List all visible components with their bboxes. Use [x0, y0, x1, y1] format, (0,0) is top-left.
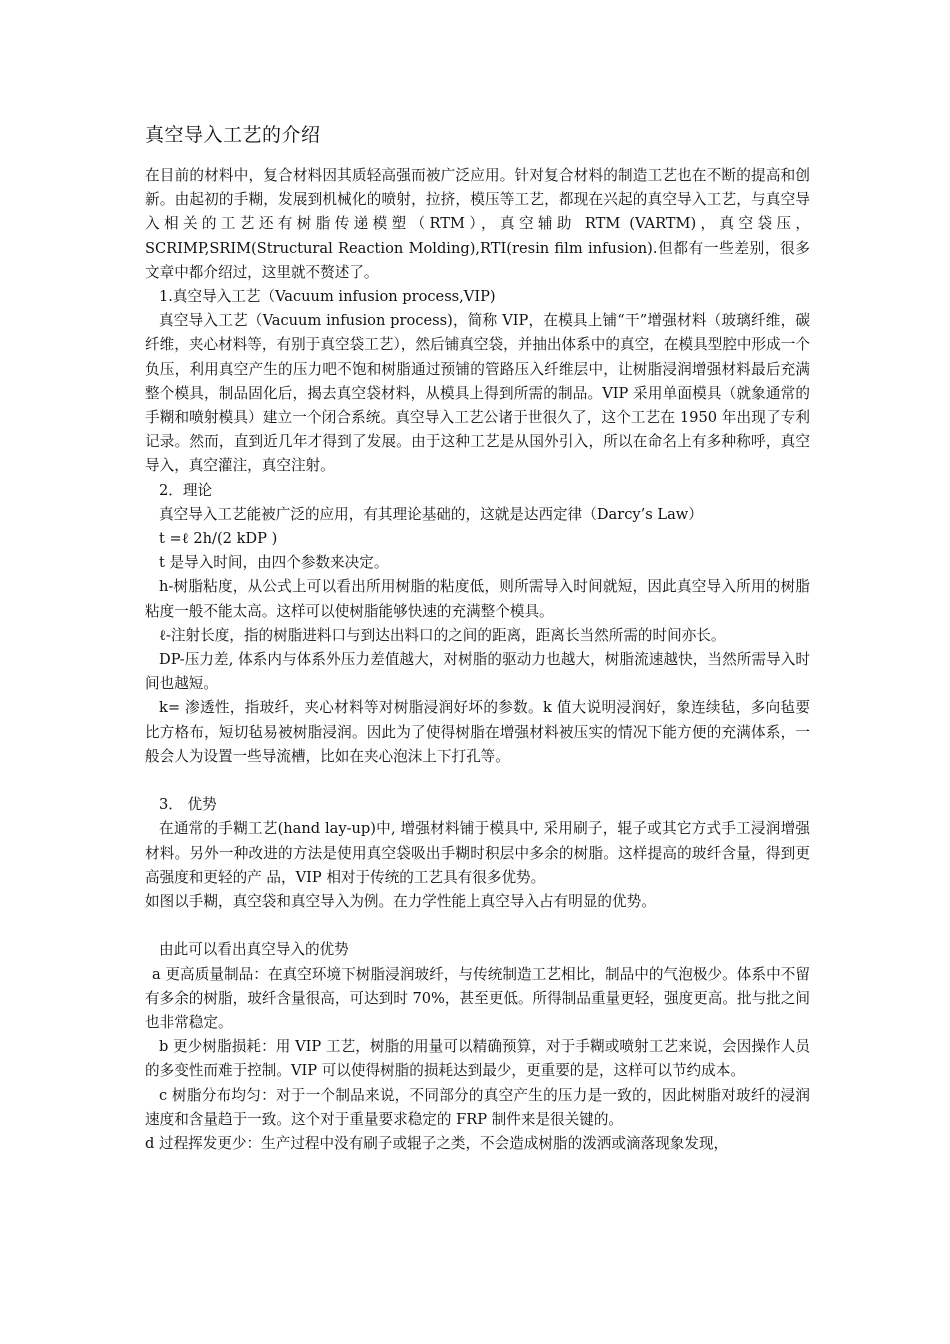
- blank-line: [145, 769, 810, 793]
- hand-layup-paragraph: 在通常的手糊工艺(hand lay-up)中, 增强材料铺于模具中, 采用刷子，辊子或其它方式手工浸润增强材料。另外一种改进的方法是使用真空袋吸出手糊时积层中多余的树脂。这样提高的玻纤含量，得到更高强度和更轻的产 品，VIP 相对于传统的工艺具有很多优势。: [145, 820, 810, 886]
- advantage-d-paragraph: d 过程挥发更少：生产过程中没有刷子或辊子之类，不会造成树脂的泼洒或滴落现象发现，: [145, 1135, 729, 1153]
- document-page: [145, 122, 810, 1156]
- formula-line: t =ℓ 2h/(2 kDP ): [159, 530, 278, 548]
- darcy-law-paragraph: 真空导入工艺能被广泛的应用，有其理论基础的，这就是达西定律（Darcy’s Law）: [159, 505, 703, 523]
- intro-paragraph: 在目前的材料中，复合材料因其质轻高强而被广泛应用。针对复合材料的制造工艺也在不断的提高和创新。由起初的手糊，发展到机械化的喷射，拉挤，模压等工艺，都现在兴起的真空导入工艺，与真空导入相关的工艺还有树脂传递模塑（RTM），真空辅助 RTM (VARTM)，真空袋压，SCRIMP,SRIM(Structural Reaction Molding),RTI(resin film infusion).但都有一些差别，很多文章中都介绍过，这里就不赘述了。: [145, 167, 810, 281]
- document-title: 真空导入工艺的介绍: [145, 124, 321, 146]
- section-1-paragraph: 真空导入工艺（Vacuum infusion process)，简称 VIP，在模具上铺“干”增强材料（玻璃纤维，碳纤维，夹心材料等，有别于真空袋工艺），然后铺真空袋，并抽出体系中的真空，在模具型腔中形成一个负压，利用真空产生的压力吧不饱和树脂通过预铺的管路压入纤维层中，让树脂浸润增强材料最后充满整个模具，制品固化后，揭去真空袋材料，从模具上得到所需的制品。VIP 采用单面模具（就象通常的手糊和喷射模具）建立一个闭合系统。真空导入工艺公诸于世很久了，这个工艺在 1950 年出现了专利记录。然而，直到近几年才得到了发展。由于这种工艺是从国外引入，所以在命名上有多种称呼，真空导入，真空灌注，真空注射。: [145, 312, 810, 475]
- advantage-a-paragraph: a 更高质量制品：在真空环境下树脂浸润玻纤，与传统制造工艺相比，制品中的气泡极少。体系中不留有多余的树脂，玻纤含量很高，可达到时 70%，甚至更低。所得制品重量更轻，强度更高。批与批之间也非常稳定。: [145, 965, 810, 1032]
- param-l-paragraph: ℓ-注射长度，指的树脂进料口与到达出料口的之间的距离，距离长当然所需的时间亦长。: [159, 626, 726, 644]
- param-dp-paragraph: DP-压力差, 体系内与体系外压力差值越大，对树脂的驱动力也越大，树脂流速越快，当然所需导入时间也越短。: [145, 651, 810, 693]
- comparison-paragraph: 如图以手糊，真空袋和真空导入为例。在力学性能上真空导入占有明显的优势。: [145, 893, 656, 911]
- formula-explanation: t 是导入时间，由四个参数来决定。: [159, 554, 389, 572]
- section-2-heading: 2．理论: [159, 481, 213, 499]
- advantages-heading: 由此可以看出真空导入的优势: [159, 941, 349, 959]
- advantage-c-paragraph: c 树脂分布均匀：对于一个制品来说，不同部分的真空产生的压力是一致的，因此树脂对玻纤的浸润速度和含量趋于一致。这个对于重量要求稳定的 FRP 制件来是很关键的。: [145, 1086, 810, 1128]
- section-3-heading: 3． 优势: [159, 796, 217, 814]
- advantage-b-paragraph: b 更少树脂损耗：用 VIP 工艺，树脂的用量可以精确预算，对于手糊或喷射工艺来说，会因操作人员的多变性而难于控制。VIP 可以使得树脂的损耗达到最少，更重要的是，这样可以节约成本。: [145, 1038, 810, 1080]
- blank-line: [145, 914, 810, 938]
- param-k-paragraph: k= 渗透性，指玻纤，夹心材料等对树脂浸润好坏的参数。k 值大说明浸润好，象连续毡，多向毡要比方格布，短切毡易被树脂浸润。因此为了使得树脂在增强材料被压实的情况下能方便的充满体系，一般会人为设置一些导流槽，比如在夹心泡沫上下打孔等。: [145, 699, 810, 765]
- param-h-paragraph: h-树脂粘度，从公式上可以看出所用树脂的粘度低，则所需导入时间就短，因此真空导入所用的树脂粘度一般不能太高。这样可以使树脂能够快速的充满整个模具。: [145, 578, 810, 620]
- section-1-heading: 1.真空导入工艺（Vacuum infusion process,VIP): [159, 288, 496, 306]
